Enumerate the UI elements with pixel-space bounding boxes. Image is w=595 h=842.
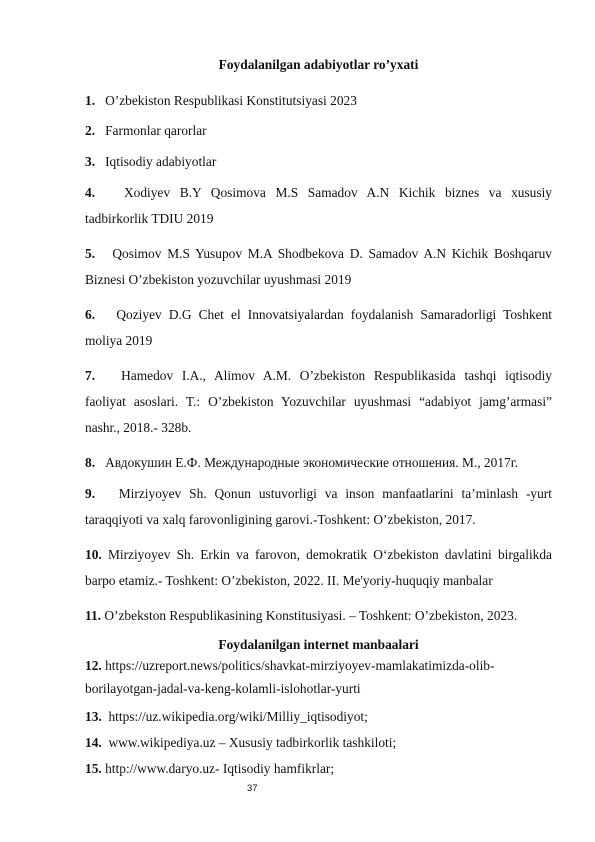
link-text[interactable]: https://uz.wikipedia.org/wiki/Milliy_iqtisodiyot; [105,709,368,724]
list-item [85,654,552,700]
item-text-line: Qosimov M.S Yusupov M.A Shodbekova D. Samadov A.N Kichik Boshqaruv [112,246,552,261]
item-number: 14. [85,735,102,750]
link-text[interactable]: borilayotgan-jadal-va-keng-kolamli-islohotlar-yurti [85,681,361,696]
item-number: 10. [85,547,102,562]
list-item [85,180,552,232]
item-text-line: Mirziyoyev Sh. Erkin va farovon, demokratik O‘zbekiston davlatini birgalikda [107,547,552,562]
item-number: 11. [85,608,101,623]
item-text-line: barpo etamiz.- Toshkent: O’zbekiston, 2022. II. Me'yoriy-huquqiy manbalar [85,573,493,588]
list-item [85,149,552,175]
item-text-line: Biznesi O’zbekiston yozuvchilar uyushmasi 2019 [85,272,352,287]
list-item [85,481,552,533]
item-text-line: Qoziyev D.G Chet el Innovatsiyalardan foydalanish Samaradorligi Toshkent [116,307,552,322]
link-text[interactable]: https://uzreport.news/politics/shavkat-mirziyoyev-mamlakatimizda-olib- [105,658,495,673]
list-item [85,731,552,754]
item-number: 3. [85,154,96,169]
list-item [85,757,552,780]
list-item [85,302,552,354]
item-number: 7. [85,368,96,383]
item-text: O’zbekiston Respublikasi Konstitutsiyasi 2023 [105,93,357,108]
item-text: Авдокушин Е.Ф. Международные экономические отношения. М., 2017г. [105,455,519,470]
item-number: 13. [85,709,102,724]
list-item [85,241,552,293]
item-number: 9. [85,486,96,501]
item-number: 4. [85,185,96,200]
item-text: Farmonlar qarorlar [105,123,207,138]
item-text: O’zbekston Respublikasining Konstitusiyasi. – Toshkent: O’zbekiston, 2023. [104,608,518,623]
item-number: 8. [85,455,96,470]
item-text: Iqtisodiy adabiyotlar [105,154,217,169]
list-item [85,118,552,144]
link-text[interactable]: http://www.daryo.uz- Iqtisodiy hamfikrlar; [105,761,335,776]
item-number: 6. [85,307,96,322]
item-text-line: faoliyat asoslari. T.: O’zbekiston Yozuvchilar uyushmasi “adabiyot jamg’armasi” [85,394,552,409]
item-number: 1. [85,93,96,108]
item-text-line: Hamedov I.A., Alimov A.M. O’zbekiston Respublikasida tashqi iqtisodiy [121,368,552,383]
item-text-line: moliya 2019 [85,333,153,348]
item-number: 2. [85,123,96,138]
item-text-line: Xodiyev B.Y Qosimova M.S Samadov A.N Kichik biznes va xususiy [123,185,552,200]
item-text-line: nashr., 2018.- 328b. [85,420,192,435]
link-text[interactable]: www.wikipediya.uz – Xususiy tadbirkorlik tashkiloti; [105,735,397,750]
list-item [85,88,552,114]
internet-heading: Foydalanilgan internet manbaalari [218,637,419,652]
item-text-line: Mirziyoyev Sh. Qonun ustuvorligi va inson manfaatlarini ta’minlash -yurt [118,486,552,501]
list-item [85,603,552,629]
item-text-line: tadbirkorlik TDIU 2019 [85,211,214,226]
item-number: 12. [85,658,102,673]
item-number: 15. [85,761,102,776]
literature-heading: Foydalanilgan adabiyotlar ro’yxati [218,57,419,72]
page-number: 37 [247,783,258,794]
item-number: 5. [85,246,96,261]
list-item [85,363,552,441]
list-item [85,542,552,594]
list-item [85,450,552,476]
list-item [85,705,552,728]
item-text-line: taraqqiyoti va xalq farovonligining garovi.-Toshkent: O’zbekiston, 2017. [85,512,476,527]
